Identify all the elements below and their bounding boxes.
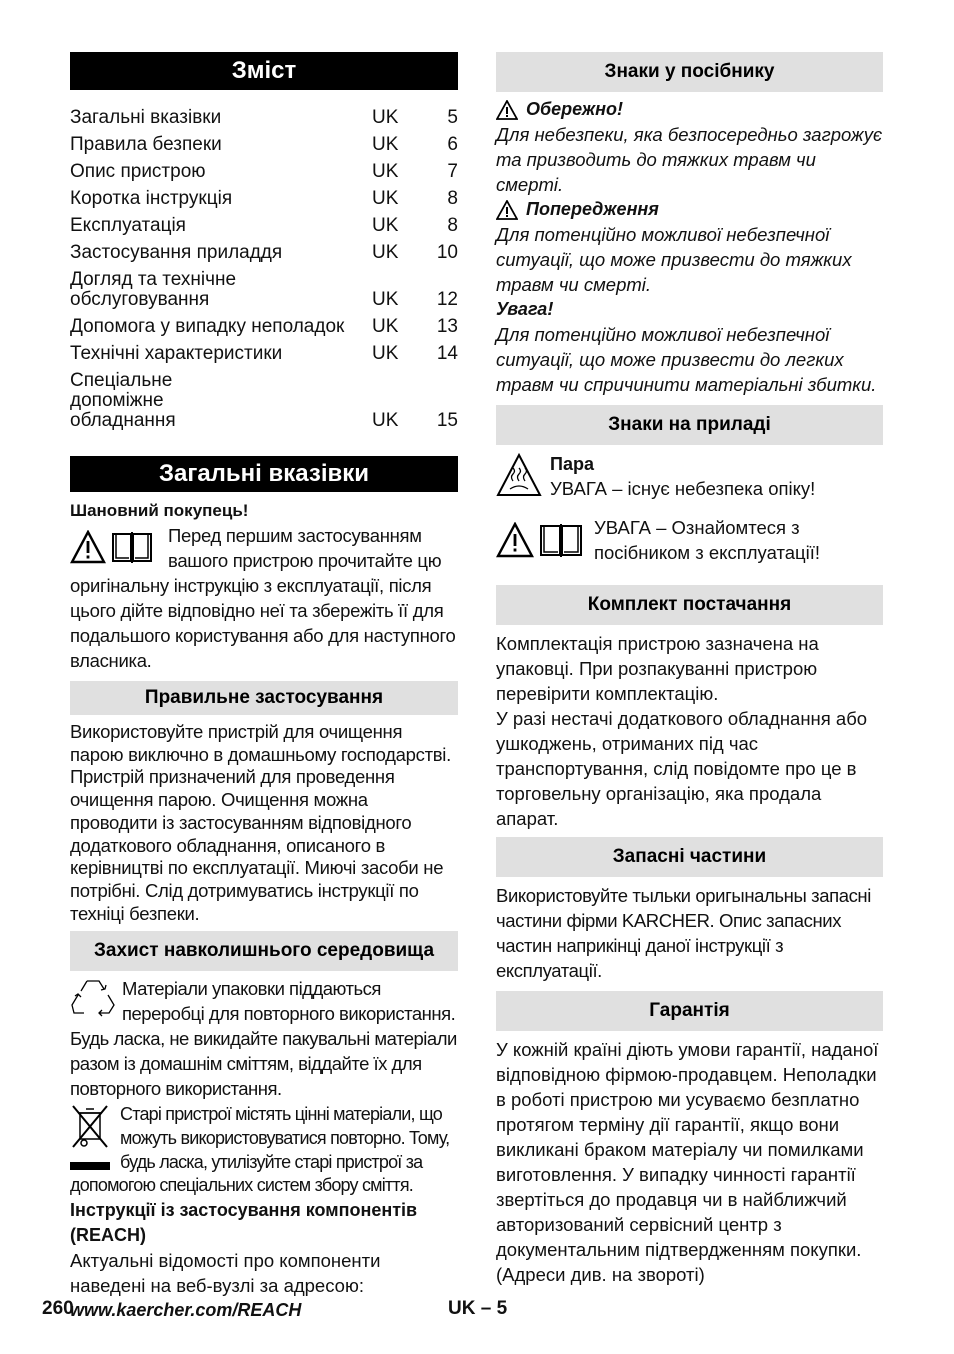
warning-icon [70,530,106,564]
disposal-text: Старі пристрої містять цінні матеріали, що можуть використовуватися повторно. Тому, будь ласка, утилізуйте старі пристрої за допомогою спеціальних систем збору сміття. [70,1104,450,1196]
disposal-bar [70,1162,110,1170]
general-intro-block [70,523,458,673]
toc-item-lang: UK [372,214,399,236]
section-page: UK – 5 [448,1298,508,1319]
toc-item-lang: UK [372,315,399,337]
danger-label: Обережно! [526,99,624,119]
steam-label: Пара [550,454,594,474]
toc-item-title: Технічні характеристики [70,342,283,364]
toc-item-lang: UK [372,106,399,128]
toc-row[interactable] [70,185,458,212]
toc-row[interactable] [70,104,458,131]
toc-item-title: Спеціальне допоміжне обладнання [70,369,176,431]
toc-row[interactable] [70,313,458,340]
toc-item-title: Коротка інструкція [70,187,233,209]
caution-text: Для потенційно можливої небезпечної ситуації, що може призвести до легких травм чи спричинити матеріальні збитки. [496,324,877,395]
right-column [496,52,883,1287]
toc-row[interactable] [70,340,458,367]
toc-row[interactable] [70,212,458,239]
proper-use-title: Правильне застосування [70,681,458,715]
general-intro-text: Перед першим застосуванням вашого пристрою прочитайте цю оригінальну інструкцію з експлуатації, після цього дійте відповідно неї та збережіть її для подальшого користування або для наступного власника. [70,525,456,671]
toc-item-page: 7 [447,160,458,182]
warning-heading [496,197,883,222]
toc-item-title: Застосування приладдя [70,241,283,263]
disposal-block [70,1103,458,1198]
toc-title: Зміст [70,52,458,90]
toc-item-lang: UK [372,160,399,182]
toc-item-page: 8 [447,187,458,209]
left-column [70,52,458,1323]
delivery-text-1: Комплектація пристрою зазначена на упаковці. При розпакуванні пристрою перевірити комплектацію. [496,633,819,704]
danger-text: Для небезпеки, яка безпосередньо загрожує та призводить до тяжких травм чи смерті. [496,124,883,195]
reach-heading: Інструкції із застосування компонентів (REACH) [70,1200,418,1246]
reach-url-link[interactable]: www.kaercher.com/REACH [70,1300,302,1321]
general-title: Загальні вказівки [70,456,458,492]
toc-item-page: 10 [436,241,458,263]
table-of-contents [70,104,458,434]
caution-heading [496,297,883,322]
warning-manual-icons [70,525,162,569]
manual-book-icon [538,521,584,559]
toc-item-page: 8 [447,214,458,236]
toc-item-lang: UK [372,288,399,310]
toc-row[interactable] [70,239,458,266]
warning-icon [496,100,518,120]
manual-book-icon [110,529,154,565]
steam-warning-icon [496,453,542,497]
warning-icon [496,522,534,558]
manual-sign-text: УВАГА – Ознайомтеся з посібником з експлуатації! [594,517,821,563]
proper-use-text: Використовуйте пристрій для очищення парою виключно в домашньому господарстві. Пристрій призначений для проведення очищення парою. Очищення можна проводити із застосуванням відповідного додаткового обладнання, описаного в керівництві по експлуатації. Миючі засоби не потрібні. Слід дотримуватись інструкції по техніці безпеки. [70,721,451,924]
toc-row[interactable] [70,158,458,185]
toc-item-title: Догляд та технічне обслуговування [70,268,237,310]
recycle-text: Матеріали упаковки піддаються переробці для повторного використання. Будь ласка, не викидайте пакувальні матеріали разом із домашнім сміттям, віддайте їх для повторного використання. [70,978,457,1099]
dear-customer: Шановний покупець! [70,501,249,520]
toc-row[interactable] [70,367,458,434]
crossed-bin-icon [70,1103,110,1149]
delivery-title: Комплект постачання [496,585,883,625]
toc-row[interactable] [70,131,458,158]
warning-icon [496,200,518,220]
toc-item-page: 5 [447,106,458,128]
steam-sign [496,453,883,503]
disposal-icon-wrap [70,1103,112,1169]
toc-item-lang: UK [372,409,399,431]
toc-row[interactable] [70,266,458,313]
spare-parts-text: Використовуйте тыльки оригынальны запасні частини фірми KARCHER. Опис запасних частин наприкінці даної інструкції з експлуатації. [496,885,871,981]
warning-label: Попередження [526,199,659,219]
steam-sign-text [550,453,815,503]
toc-item-title: Експлуатація [70,214,186,236]
reach-text: Актуальні відомості про компоненти наведені на веб-вузлі за адресою: [70,1250,381,1297]
device-signs-title: Знаки на приладі [496,405,883,445]
danger-heading [496,97,883,122]
warranty-title: Гарантія [496,991,883,1031]
manual-signs-title: Знаки у посібнику [496,52,883,92]
toc-item-lang: UK [372,241,399,263]
toc-item-page: 6 [447,133,458,155]
caution-label: Увага! [496,299,554,319]
environment-title: Захист навколишнього середовища [70,931,458,971]
spare-parts-title: Запасні частини [496,837,883,877]
recycle-icon [70,977,116,1019]
warning-text: Для потенційно можливої небезпечної ситуації, що може призвести до тяжких травм чи смерті. [496,224,852,295]
toc-item-page: 12 [436,288,458,310]
toc-item-page: 13 [436,315,458,337]
toc-item-page: 14 [436,342,458,364]
toc-item-title: Загальні вказівки [70,106,222,128]
toc-item-title: Опис пристрою [70,160,206,182]
toc-item-lang: UK [372,187,399,209]
recycle-block [70,977,458,1101]
delivery-text-2: У разі нестачі додаткового обладнання або ушкоджень, отриманих під час транспортування, слід повідомте про це в торговельну організацію, яка продала апарат. [496,708,868,829]
manual-sign [496,515,883,565]
toc-item-page: 15 [436,409,458,431]
steam-text: УВАГА – існує небезпека опіку! [550,478,816,499]
warranty-text: У кожній країні діють умови гарантії, наданої відповідною фірмою-продавцем. Неполадки в роботі пристрою ми усуваємо безплатно протягом терміну дії гарантії, якщо вони викликані браком матеріалу чи помилками виготовлення. У випадку чинності гарантії звертіться до продавця чи в найближчий авторизований сервісний центр з документальним підтвердженням покупки. (Адреси див. на звороті) [496,1039,879,1285]
toc-item-title: Допомога у випадку неполадок [70,315,345,337]
manual-sign-icons [496,515,584,565]
toc-item-lang: UK [372,342,399,364]
page-number: 260 [42,1298,74,1319]
toc-item-title: Правила безпеки [70,133,222,155]
toc-item-lang: UK [372,133,399,155]
